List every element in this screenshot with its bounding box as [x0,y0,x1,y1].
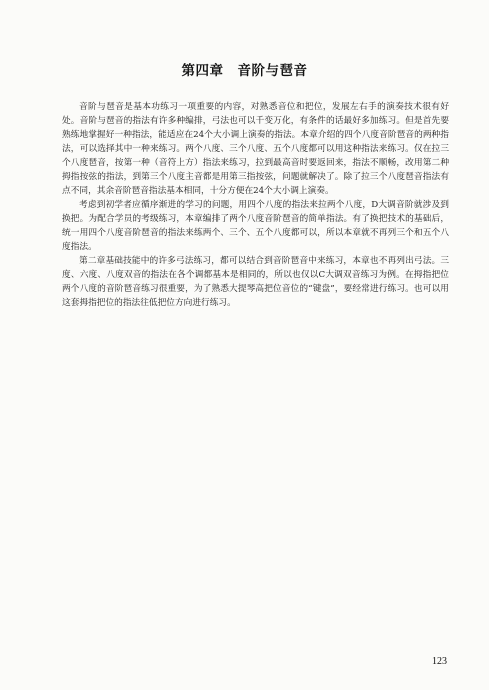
chapter-number: 第四章 [181,63,224,80]
paragraph-beginners: 考虑到初学者应循序渐进的学习的问题，用四个八度的指法来拉两个八度，D大调音阶就涉及到换把。为配合学员的考级练习，本章编排了两个八度音阶琶音的简单指法。有了换把技术的基础后，统一用四个八度音阶琶音的指法来练两个、三个、五个八度都可以，所以本章就不再列三个和五个八度指法。 [62,200,449,252]
chapter-title [0,59,489,79]
chapter-name: 音阶与琶音 [237,63,308,80]
page-number: 123 [432,656,447,667]
paragraph-intro: 音阶与琶音是基本功练习一项重要的内容，对熟悉音位和把位，发展左右手的演奏技术很有好处。音阶与琶音的指法有许多种编排，弓法也可以千变万化，有条件的话最好多加练习。但是首先要熟练地掌握好一种指法，能适应在24个大小调上演奏的指法。本章介绍的四个八度音阶琶音的两种指法，可以选择其中一种来练习。两个八度、三个八度、五个八度都可以用这种指法来练习。仅在拉三个八度琶音，按第一种（音符上方）指法来练习，拉到最高音时要返回来，指法不顺畅，改用第二种拇指按弦的指法，到第三个八度主音都是用第三指按弦，问题就解决了。除了拉三个八度琶音指法有点不同，其余音阶琶音指法基本相同，十分方便在24个大小调上演奏。 [62,102,449,196]
chapter-body [62,100,449,310]
paragraph-bowing: 第二章基础技能中的许多弓法练习，都可以结合到音阶琶音中来练习，本章也不再列出弓法。三度、六度、八度双音的指法在各个调都基本是相同的，所以也仅以C大调双音练习为例。在拇指把位两个八度的音阶琶音练习很重要，为了熟悉大提琴高把位音位的“键盘”，要经常进行练习。也可以用这套拇指把位的指法往低把位方向进行练习。 [62,256,449,308]
